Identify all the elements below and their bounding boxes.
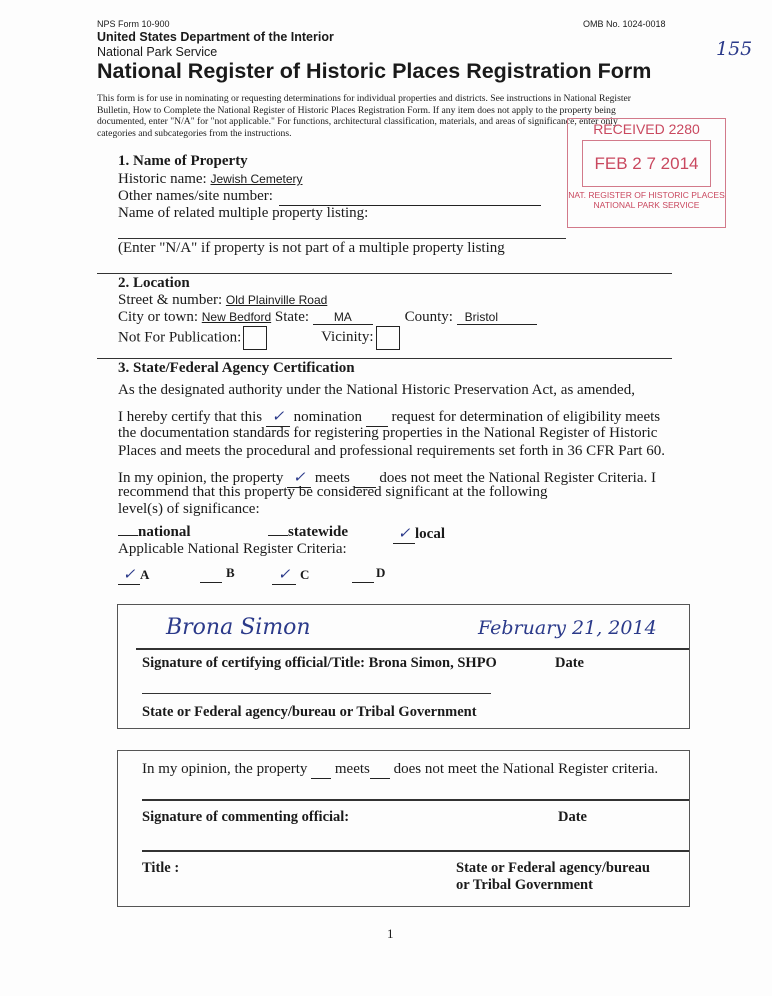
divider (97, 273, 672, 274)
agency-line[interactable] (142, 693, 491, 694)
national-label: national (138, 524, 191, 540)
certify-text: I hereby certify that this (118, 409, 263, 425)
comment-agency-line1: State or Federal agency/bureau (456, 860, 650, 876)
criterion-a-label: A (140, 567, 150, 582)
historic-name-row (118, 171, 303, 188)
comment-agency-line2: or Tribal Government (456, 877, 593, 893)
meets-check[interactable]: ✓ (287, 468, 311, 488)
comment-does-not-meet-label: does not meet the National Register criteria. (393, 761, 659, 777)
state-value[interactable]: MA (313, 310, 373, 325)
stamp-received: RECEIVED 2280 (593, 121, 700, 137)
handwritten-date: February 21, 2014 (478, 617, 657, 639)
opinion-text: In my opinion, the property (118, 470, 284, 486)
related-listing-label: Name of related multiple property listing: (118, 205, 369, 221)
statewide-label: statewide (288, 524, 348, 540)
comment-title-label: Title : (142, 860, 180, 876)
not-for-publication-checkbox[interactable] (243, 326, 267, 350)
street-label: Street & number: (118, 292, 223, 308)
level-statewide (268, 524, 348, 541)
historic-name-label: Historic name: (118, 171, 207, 187)
form-number: NPS Form 10-900 (97, 19, 170, 29)
omb-number: OMB No. 1024-0018 (583, 19, 666, 29)
other-names-field[interactable] (279, 188, 541, 206)
historic-name-value[interactable]: Jewish Cemetery (210, 172, 303, 186)
comment-opinion-row (142, 761, 658, 779)
date-label: Date (555, 655, 584, 671)
does-not-meet-label: does not meet the National Register Criteria. I (379, 470, 656, 486)
city-label: City or town: (118, 309, 199, 325)
related-listing-note: (Enter "N/A" if property is not part of a multiple property listing (118, 240, 505, 256)
agency: National Park Service (97, 45, 218, 59)
received-stamp (567, 118, 726, 228)
publication-row (118, 326, 400, 350)
criteria-label: Applicable National Register Criteria: (118, 541, 347, 557)
comment-opinion-text: In my opinion, the property (142, 761, 308, 777)
certifying-official-box (117, 604, 690, 729)
cert-para-3: the documentation standards for registering properties in the National Register of Historic (118, 425, 658, 441)
certify-row (118, 407, 660, 427)
comment-signature-label: Signature of commenting official: (142, 809, 350, 825)
signature-line[interactable] (136, 648, 689, 650)
section-3-heading: 3. State/Federal Agency Certification (118, 360, 355, 376)
handwritten-signature: Brona Simon (166, 615, 311, 640)
comment-date-label: Date (558, 809, 587, 825)
criterion-d (352, 565, 385, 583)
county-value[interactable]: Bristol (457, 310, 537, 325)
criterion-c-label: C (300, 567, 310, 582)
local-check[interactable]: ✓ (393, 524, 415, 544)
cert-para-1: As the designated authority under the National Historic Preservation Act, as amended, (118, 382, 635, 398)
other-names-row (118, 188, 541, 206)
level-local (393, 524, 445, 544)
intro-line: Bulletin, How to Complete the National Register of Historic Places Registration Form. If any item does not apply to the property being (97, 104, 616, 116)
statewide-check[interactable] (268, 535, 288, 536)
county-label: County: (404, 309, 453, 325)
intro-line: categories and subcategories from the instructions. (97, 127, 292, 139)
section-1-heading: 1. Name of Property (118, 153, 248, 169)
department: United States Department of the Interior (97, 30, 334, 44)
city-row (118, 309, 537, 326)
vicinity-label: Vicinity: (321, 329, 374, 346)
intro-line: documented, enter "N/A" for "not applicable." For functions, architectural classification, materials, and areas of significance, enter only (97, 116, 618, 127)
nomination-label: nomination (293, 409, 362, 425)
local-label: local (415, 526, 445, 542)
not-for-publication-label: Not For Publication: (118, 329, 242, 346)
other-names-label: Other names/site number: (118, 188, 273, 204)
request-label: request for determination of eligibility meets (391, 409, 661, 425)
criterion-b-label: B (226, 565, 235, 580)
comment-title-line[interactable] (142, 850, 689, 852)
divider (97, 358, 672, 359)
street-value[interactable]: Old Plainville Road (225, 293, 328, 307)
criterion-b-check[interactable] (200, 565, 222, 583)
form-title: National Register of Historic Places Registration Form (97, 59, 652, 83)
nomination-check[interactable]: ✓ (266, 407, 290, 427)
stamp-line1: NAT. REGISTER OF HISTORIC PLACES (568, 190, 725, 200)
stamp-date: FEB 2 7 2014 (582, 140, 711, 187)
meets-label: meets (314, 470, 350, 486)
criterion-a-check[interactable]: ✓ (118, 565, 140, 585)
criterion-b (200, 565, 235, 583)
cert-para-4: Places and meets the procedural and professional requirements set forth in 36 CFR Part 60. (118, 443, 665, 459)
national-check[interactable] (118, 535, 138, 536)
cert-para-7: level(s) of significance: (118, 501, 260, 517)
commenting-official-box (117, 750, 690, 907)
section-2-heading: 2. Location (118, 275, 190, 291)
street-row (118, 292, 327, 309)
comment-signature-line[interactable] (142, 799, 689, 801)
agency-label: State or Federal agency/bureau or Tribal Government (142, 704, 477, 720)
city-value[interactable]: New Bedford (201, 310, 272, 324)
comment-does-not-meet-check[interactable] (370, 761, 390, 779)
vicinity-checkbox[interactable] (376, 326, 400, 350)
signature-label: Signature of certifying official/Title: Brona Simon, SHPO (142, 655, 497, 671)
criterion-c (272, 565, 309, 585)
cert-para-6: recommend that this property be considered significant at the following (118, 484, 548, 500)
page-number: 1 (387, 926, 394, 941)
intro-line: This form is for use in nominating or requesting determinations for individual properties and districts. See instructions in National Register (97, 93, 631, 104)
criterion-a (118, 565, 149, 585)
criterion-d-label: D (376, 565, 386, 580)
intro-text (97, 93, 631, 139)
comment-meets-check[interactable] (311, 761, 331, 779)
state-label: State: (274, 309, 310, 325)
criterion-d-check[interactable] (352, 565, 374, 583)
comment-meets-label: meets (334, 761, 370, 777)
page-annotation: 155 (716, 38, 753, 60)
related-listing-field[interactable] (118, 238, 566, 239)
criterion-c-check[interactable]: ✓ (272, 565, 296, 585)
stamp-line2: NATIONAL PARK SERVICE (593, 200, 700, 210)
level-national (118, 524, 191, 541)
